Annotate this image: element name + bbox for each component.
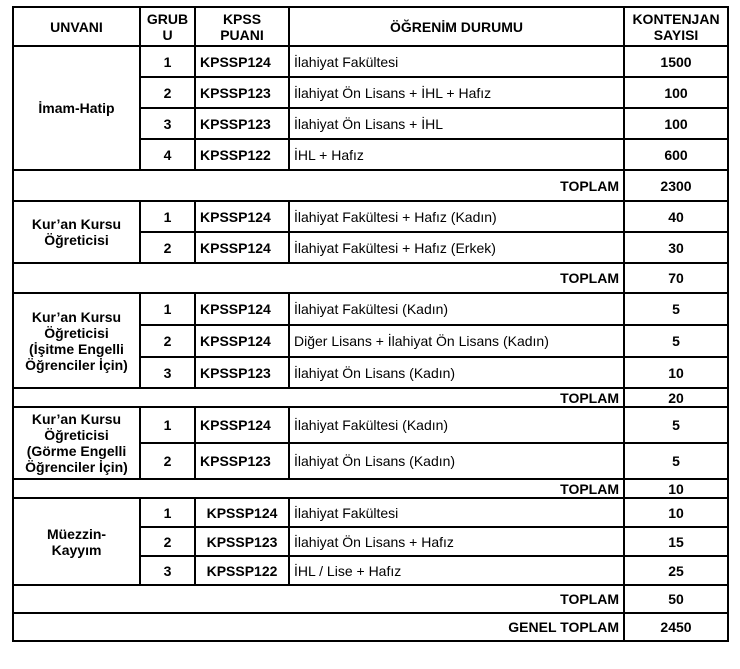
grup-cell: 1 xyxy=(140,46,195,77)
genel-toplam-label: GENEL TOPLAM xyxy=(13,613,624,641)
header-row xyxy=(13,7,728,46)
toplam-value: 2300 xyxy=(624,170,728,201)
ogrenim-cell: İlahiyat Fakültesi + Hafız (Erkek) xyxy=(289,232,624,263)
ogrenim-cell: İHL / Lise + Hafız xyxy=(289,556,624,585)
grup-cell: 3 xyxy=(140,108,195,139)
ogrenim-cell: İHL + Hafız xyxy=(289,139,624,170)
col-header-ogrenim-durumu: ÖĞRENİM DURUMU xyxy=(289,7,624,46)
col-header-unvani: UNVANI xyxy=(13,7,140,46)
kontenjan-cell: 10 xyxy=(624,357,728,388)
subtotal-row xyxy=(13,479,728,498)
kontenjan-cell: 5 xyxy=(624,293,728,325)
subtotal-row xyxy=(13,170,728,201)
col-header-kontenjan-sayisi: KONTENJAN SAYISI xyxy=(624,7,728,46)
grup-cell: 1 xyxy=(140,293,195,325)
ogrenim-cell: İlahiyat Ön Lisans + İHL + Hafız xyxy=(289,77,624,108)
table-row xyxy=(13,407,728,443)
grup-cell: 2 xyxy=(140,527,195,556)
kontenjan-cell: 600 xyxy=(624,139,728,170)
grup-cell: 1 xyxy=(140,407,195,443)
kpss-cell: KPSSP124 xyxy=(195,46,289,77)
kontenjan-cell: 5 xyxy=(624,443,728,479)
kpss-cell: KPSSP122 xyxy=(195,556,289,585)
grup-cell: 4 xyxy=(140,139,195,170)
grup-cell: 2 xyxy=(140,443,195,479)
kontenjan-cell: 1500 xyxy=(624,46,728,77)
grup-cell: 2 xyxy=(140,77,195,108)
ogrenim-cell: İlahiyat Ön Lisans + Hafız xyxy=(289,527,624,556)
kpss-cell: KPSSP123 xyxy=(195,357,289,388)
kontenjan-cell: 10 xyxy=(624,498,728,527)
table-row xyxy=(13,201,728,232)
toplam-label: TOPLAM xyxy=(13,170,624,201)
ogrenim-cell: İlahiyat Ön Lisans (Kadın) xyxy=(289,443,624,479)
col-header-grubu: GRUB U xyxy=(140,7,195,46)
kontenjan-cell: 40 xyxy=(624,201,728,232)
ogrenim-cell: İlahiyat Fakültesi (Kadın) xyxy=(289,407,624,443)
quota-table xyxy=(12,6,729,642)
grand-total-row xyxy=(13,613,728,641)
table-row xyxy=(13,46,728,77)
kontenjan-cell: 30 xyxy=(624,232,728,263)
toplam-value: 20 xyxy=(624,388,728,407)
ogrenim-cell: İlahiyat Fakültesi (Kadın) xyxy=(289,293,624,325)
ogrenim-cell: İlahiyat Fakültesi xyxy=(289,46,624,77)
toplam-label: TOPLAM xyxy=(13,263,624,293)
grup-cell: 2 xyxy=(140,232,195,263)
kontenjan-cell: 15 xyxy=(624,527,728,556)
subtotal-row xyxy=(13,263,728,293)
kpss-cell: KPSSP124 xyxy=(195,201,289,232)
group-title-muezzin-kayyim: Müezzin- Kayyım xyxy=(13,498,140,585)
subtotal-row xyxy=(13,388,728,407)
kontenjan-cell: 5 xyxy=(624,407,728,443)
ogrenim-cell: İlahiyat Ön Lisans (Kadın) xyxy=(289,357,624,388)
grup-cell: 1 xyxy=(140,201,195,232)
col-header-kpss-puani: KPSS PUANI xyxy=(195,7,289,46)
subtotal-row xyxy=(13,585,728,613)
kontenjan-cell: 5 xyxy=(624,325,728,357)
kontenjan-cell: 100 xyxy=(624,108,728,139)
kpss-cell: KPSSP124 xyxy=(195,498,289,527)
ogrenim-cell: İlahiyat Fakültesi + Hafız (Kadın) xyxy=(289,201,624,232)
grup-cell: 1 xyxy=(140,498,195,527)
table-row xyxy=(13,498,728,527)
kpss-cell: KPSSP123 xyxy=(195,77,289,108)
kontenjan-cell: 25 xyxy=(624,556,728,585)
group-title-gorme-engelli: Kur’an Kursu Öğreticisi (Görme Engelli Öğrenciler İçin) xyxy=(13,407,140,479)
grup-cell: 3 xyxy=(140,357,195,388)
kpss-cell: KPSSP124 xyxy=(195,407,289,443)
ogrenim-cell: İlahiyat Ön Lisans + İHL xyxy=(289,108,624,139)
toplam-label: TOPLAM xyxy=(13,479,624,498)
kpss-cell: KPSSP123 xyxy=(195,443,289,479)
table-row xyxy=(13,293,728,325)
ogrenim-cell: İlahiyat Fakültesi xyxy=(289,498,624,527)
kontenjan-cell: 100 xyxy=(624,77,728,108)
grup-cell: 3 xyxy=(140,556,195,585)
group-title-kuran-kursu-ogreticisi: Kur’an Kursu Öğreticisi xyxy=(13,201,140,263)
kpss-cell: KPSSP124 xyxy=(195,293,289,325)
toplam-label: TOPLAM xyxy=(13,388,624,407)
group-title-isitme-engelli: Kur’an Kursu Öğreticisi (İşitme Engelli Öğrenciler İçin) xyxy=(13,293,140,388)
group-title-imam-hatip: İmam-Hatip xyxy=(13,46,140,170)
toplam-value: 10 xyxy=(624,479,728,498)
toplam-value: 70 xyxy=(624,263,728,293)
ogrenim-cell: Diğer Lisans + İlahiyat Ön Lisans (Kadın) xyxy=(289,325,624,357)
grup-cell: 2 xyxy=(140,325,195,357)
kpss-cell: KPSSP123 xyxy=(195,527,289,556)
kpss-cell: KPSSP123 xyxy=(195,108,289,139)
kpss-cell: KPSSP122 xyxy=(195,139,289,170)
genel-toplam-value: 2450 xyxy=(624,613,728,641)
toplam-value: 50 xyxy=(624,585,728,613)
kpss-cell: KPSSP124 xyxy=(195,325,289,357)
toplam-label: TOPLAM xyxy=(13,585,624,613)
kpss-cell: KPSSP124 xyxy=(195,232,289,263)
